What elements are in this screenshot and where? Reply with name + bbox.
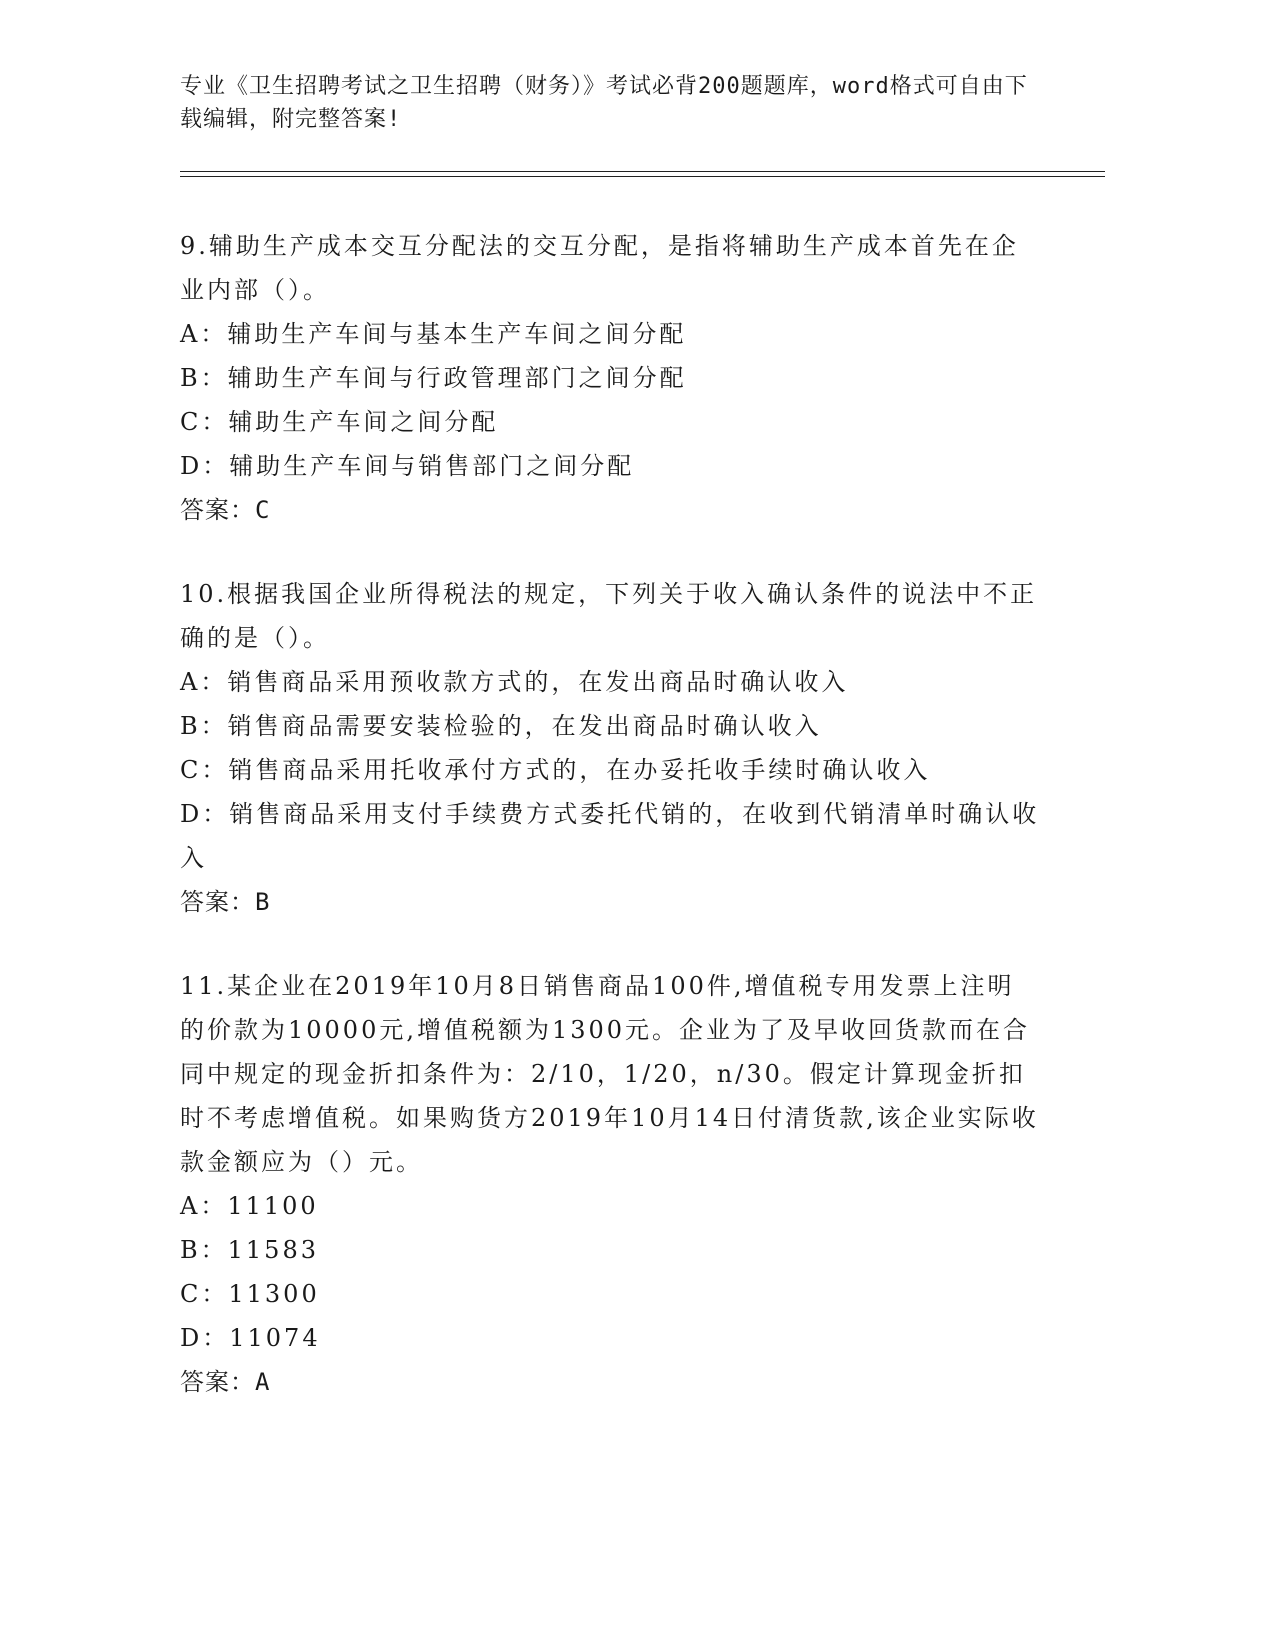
answer: 答案：A	[180, 1368, 271, 1396]
question-text: 11.某企业在2019年10月8日销售商品100件,增值税专用发票上注明的价款为10000元,增值税额为1300元。企业为了及早收回货款而在合同中规定的现金折扣条件为：2/10，1/20，n/30。假定计算现金折扣时不考虑增值税。如果购货方2019年10月14日付清货款,该企业实际收款金额应为（）元。	[180, 972, 1039, 1176]
header-divider-bottom	[180, 176, 1105, 177]
option-c: C：辅助生产车间之间分配	[180, 408, 499, 436]
option-d: D：11074	[180, 1324, 321, 1352]
option-b: B：辅助生产车间与行政管理部门之间分配	[180, 364, 687, 392]
option-d: D：辅助生产车间与销售部门之间分配	[180, 452, 635, 480]
option-c: C：11300	[180, 1280, 320, 1308]
option-d: D：销售商品采用支付手续费方式委托代销的，在收到代销清单时确认收入	[180, 800, 1040, 872]
question-10	[180, 572, 1040, 924]
answer: 答案：B	[180, 888, 271, 916]
option-a: A：销售商品采用预收款方式的，在发出商品时确认收入	[180, 668, 849, 696]
question-9	[180, 224, 1040, 532]
option-b: B：销售商品需要安装检验的，在发出商品时确认收入	[180, 712, 822, 740]
answer: 答案：C	[180, 496, 271, 524]
option-c: C：销售商品采用托收承付方式的，在办妥托收手续时确认收入	[180, 756, 931, 784]
question-text: 9.辅助生产成本交互分配法的交互分配，是指将辅助生产成本首先在企业内部（）。	[180, 232, 1019, 304]
question-text: 10.根据我国企业所得税法的规定，下列关于收入确认条件的说法中不正确的是（）。	[180, 580, 1038, 652]
option-a: A：辅助生产车间与基本生产车间之间分配	[180, 320, 687, 348]
question-11	[180, 964, 1040, 1404]
option-b: B：11583	[180, 1236, 319, 1264]
header-divider-top	[180, 171, 1105, 172]
document-header: 专业《卫生招聘考试之卫生招聘（财务）》考试必背200题题库，word格式可自由下载编辑，附完整答案!	[180, 74, 1028, 132]
option-a: A：11100	[180, 1192, 319, 1220]
